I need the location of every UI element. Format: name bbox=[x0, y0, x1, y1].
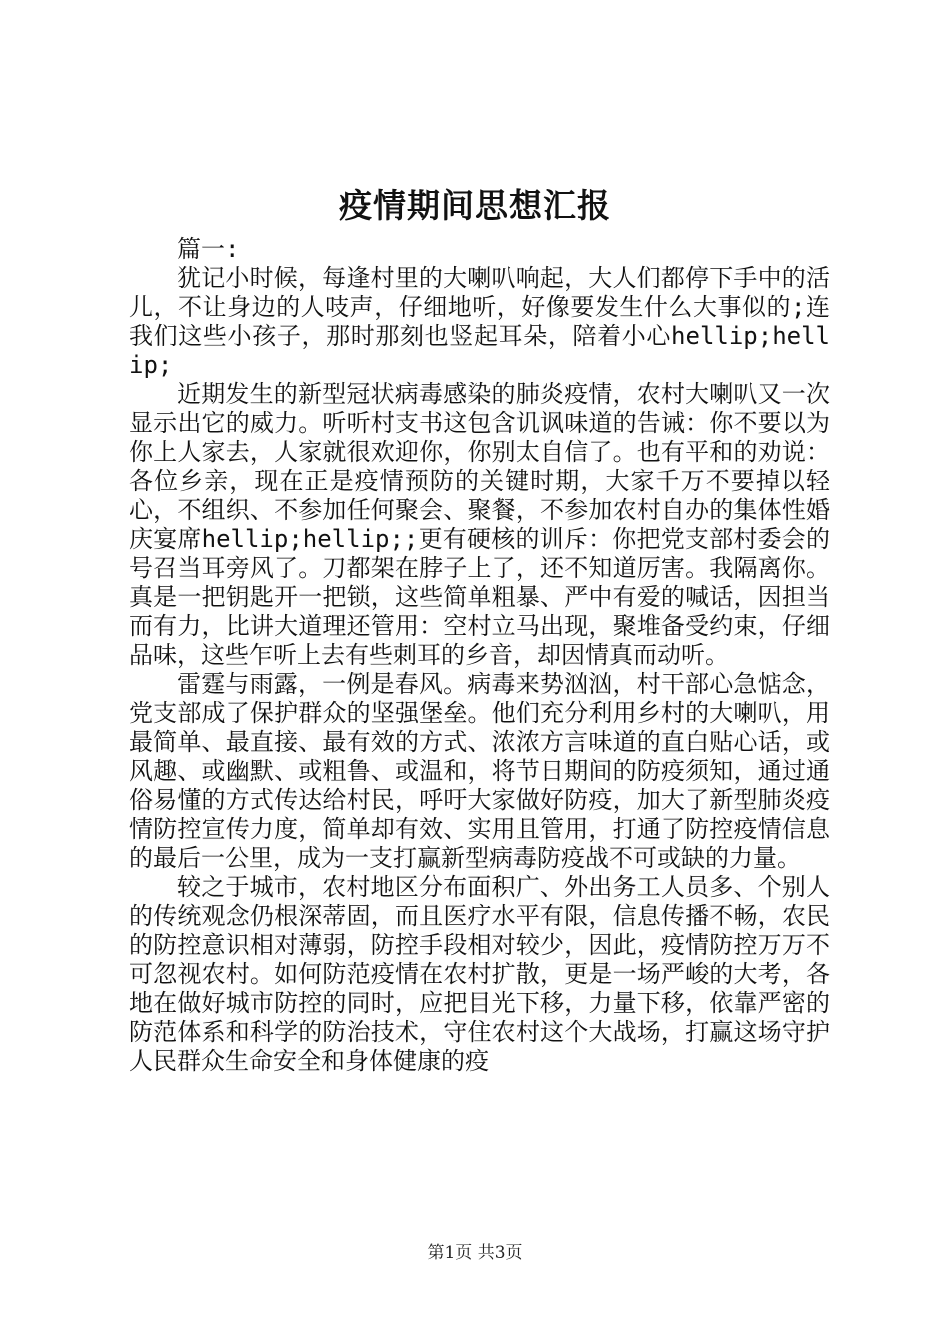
section-label: 篇一: bbox=[177, 235, 240, 263]
paragraph-2: 近期发生的新型冠状病毒感染的肺炎疫情，农村大喇叭又一次显示出它的威力。听听村支书这包含讥讽味道的告诫：你不要以为你上人家去，人家就很欢迎你，你别太自信了。也有平和的劝说：各位乡亲，现在正是疫情预防的关键时期，大家千万不要掉以轻心，不组织、不参加任何聚会、聚餐，不参加农村自办的集体性婚庆宴席hellip;hellip;;更有硬核的训斥：你把党支部村委会的号召当耳旁风了。刀都架在脖子上了，还不知道厉害。我隔离你。真是一把钥匙开一把锁，这些简单粗暴、严中有爱的喊话，因担当而有力，比讲大道理还管用：空村立马出现，聚堆备受约束，仔细品味，这些乍听上去有些刺耳的乡音，却因情真而动听。 bbox=[129, 380, 830, 669]
paragraph-4: 较之于城市，农村地区分布面积广、外出务工人员多、个别人的传统观念仍根深蒂固，而且医疗水平有限，信息传播不畅，农民的防控意识相对薄弱，防控手段相对较少，因此，疫情防控万万不可忽视农村。如何防范疫情在农村扩散，更是一场严峻的大考，各地在做好城市防控的同时，应把目光下移，力量下移，依靠严密的防范体系和科学的防治技术，守住农村这个大战场，打赢这场守护人民群众生命安全和身体健康的疫 bbox=[129, 873, 830, 1075]
document-body bbox=[129, 235, 830, 1076]
page-footer: 第1页 共3页 bbox=[427, 1243, 523, 1263]
paragraph-3: 雷霆与雨露，一例是春风。病毒来势汹汹，村干部心急惦念，党支部成了保护群众的坚强堡垒。他们充分利用乡村的大喇叭，用最简单、最直接、最有效的方式、浓浓方言味道的直白贴心话，或风趣、或幽默、或粗鲁、或温和，将节日期间的防疫须知，通过通俗易懂的方式传达给村民，呼吁大家做好防疫，加大了新型肺炎疫情防控宣传力度，简单却有效、实用且管用，打通了防控疫情信息的最后一公里，成为一支打赢新型病毒防疫战不可或缺的力量。 bbox=[129, 670, 830, 872]
document-title: 疫情期间思想汇报 bbox=[339, 186, 611, 225]
paragraph-1: 犹记小时候，每逢村里的大喇叭响起，大人们都停下手中的活儿，不让身边的人吱声，仔细地听，好像要发生什么大事似的;连我们这些小孩子，那时那刻也竖起耳朵，陪着小心hellip;hellip; bbox=[129, 264, 830, 379]
